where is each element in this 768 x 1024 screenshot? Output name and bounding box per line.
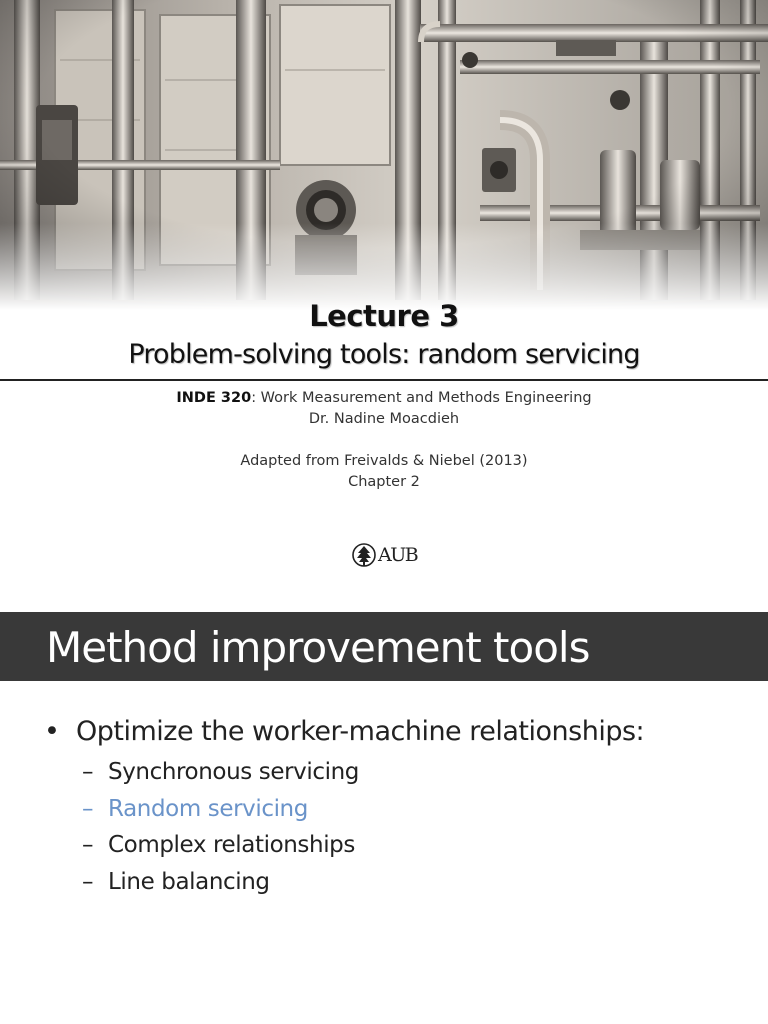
chapter-label: Chapter 2 bbox=[348, 474, 420, 490]
sub-bullet-text: Line balancing bbox=[108, 868, 270, 895]
course-line bbox=[0, 388, 768, 409]
sub-bullet-item bbox=[82, 864, 359, 901]
aub-logo bbox=[352, 540, 417, 570]
spacer bbox=[0, 430, 768, 451]
sub-bullet-list bbox=[82, 754, 359, 900]
lecture-title: Lecture 3 bbox=[309, 299, 459, 333]
slide-title: Method improvement tools bbox=[46, 623, 590, 672]
instructor-name: Dr. Nadine Moacdieh bbox=[308, 411, 460, 427]
main-bullet-text: Optimize the worker-machine relationships: bbox=[76, 716, 645, 747]
course-code: INDE 320 bbox=[176, 390, 252, 406]
content-slide bbox=[0, 612, 768, 1024]
industrial-pipes-photo bbox=[0, 0, 768, 310]
title-divider bbox=[0, 379, 768, 381]
main-bullet bbox=[44, 712, 644, 752]
title-block bbox=[0, 296, 768, 374]
course-info bbox=[0, 388, 768, 493]
sub-bullet-item bbox=[82, 754, 359, 791]
sub-bullet-text: Synchronous servicing bbox=[108, 759, 359, 785]
lecture-subtitle: Problem-solving tools: random servicing bbox=[128, 339, 640, 370]
sub-bullet-item bbox=[82, 791, 359, 828]
title-banner bbox=[0, 612, 768, 681]
bullet-marker: • bbox=[44, 716, 60, 747]
course-name: : Work Measurement and Methods Engineering bbox=[251, 390, 592, 406]
sub-bullet-text: Random servicing bbox=[108, 795, 308, 822]
sub-bullet-marker: – bbox=[82, 832, 94, 858]
sub-bullet-item bbox=[82, 827, 359, 864]
sub-bullet-marker: – bbox=[82, 759, 94, 785]
sub-bullet-marker: – bbox=[82, 795, 94, 822]
cedar-tree-icon bbox=[352, 542, 376, 568]
logo-text: AUB bbox=[378, 544, 418, 566]
sub-bullet-marker: – bbox=[82, 868, 94, 895]
source-citation: Adapted from Freivalds & Niebel (2013) bbox=[240, 453, 528, 469]
sub-bullet-text: Complex relationships bbox=[108, 832, 355, 858]
